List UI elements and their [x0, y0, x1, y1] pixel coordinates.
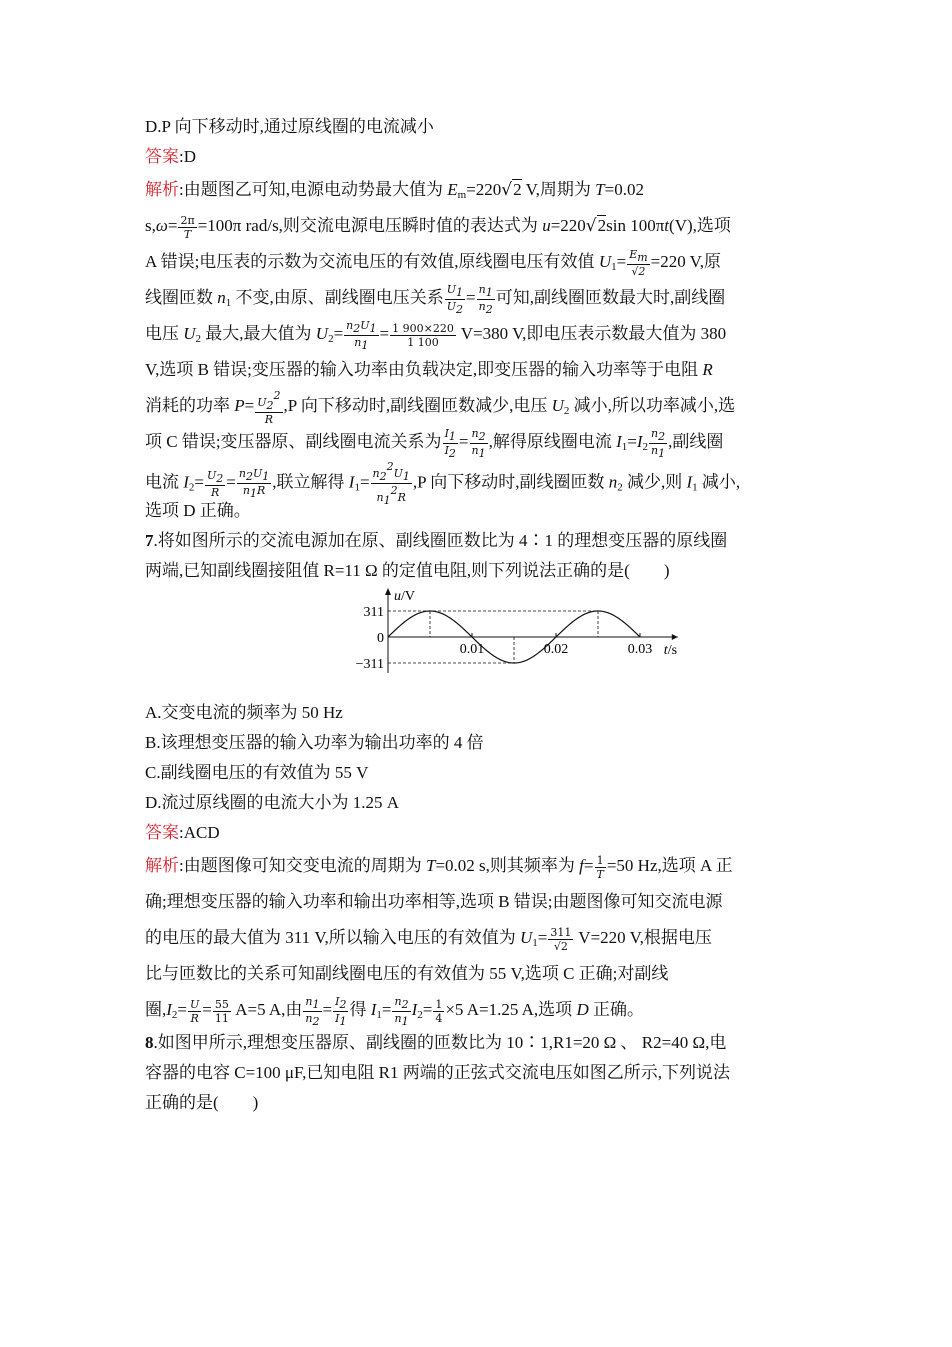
q8-stem-line-1: 8.如图甲所示,理想变压器原、副线圈的匝数比为 10∶1,R1=20 Ω 、 R2=40 Ω,电 [145, 1033, 727, 1052]
q7-stem-line-2: 两端,已知副线圈接阻值 R=11 Ω 的定值电阻,则下列说法正确的是( ) [145, 561, 670, 580]
document-page [145, 112, 815, 1118]
q7-option-d: D.流过原线圈的电流大小为 1.25 A [145, 793, 400, 812]
sine-wave-graph [145, 586, 815, 698]
q7-analysis-line-2: 确;理想变压器的输入功率和输出功率相等,选项 B 错误;由题图像可知交流电源 [145, 892, 723, 911]
x-axis-label: t/s [663, 643, 678, 658]
q8-stem-line-3: 正确的是( ) [145, 1093, 259, 1112]
q7-analysis-line-1: 解析:由题图像可知交变电流的周期为 T=0.02 s,则其频率为 f= $\frac{1}{T}$ =50 Hz,选项 A 正 [145, 853, 733, 881]
q7-analysis-line-3: 的电压的最大值为 311 V,所以输入电压的有效值为 $U_1=$ $\frac{311}{√2}$ V=220 V,根据电压 [145, 925, 712, 953]
answer-label: 答案 [145, 147, 179, 166]
analysis-label: 解析 [145, 180, 179, 199]
q7-analysis-line-5: 圈$,I_2=$ $\frac{U}{R}$ = $\frac{55}{11}$ A=5 A,由 $\frac{n_1}{n_2}$ = $\frac{I_2}{I_1}$ 得 $I_1=$ $\frac{n_2}{n_1}$ $I_2=$ $\frac{1}{4}$ ×5 A=1.25 A,选项 D 正确。 [145, 994, 644, 1028]
q6-analysis-line-3: A 错误;电压表的示数为交流电压的有效值,原线圈电压有效值 $U_1=$ $\frac{E_m}{√2}$ =220 V,原 [145, 248, 722, 279]
q7-option-b: B.该理想变压器的输入功率为输出功率的 4 倍 [145, 733, 484, 752]
x-tick-label-1: 0.01 [459, 642, 485, 657]
q7-analysis-line-4: 比与匝数比的关系可知副线圈电压的有效值为 55 V,选项 C 正确;对副线 [145, 964, 669, 983]
q6-analysis-line-6: V,选项 B 错误;变压器的输入功率由负载决定,即变压器的输入功率等于电阻 R [145, 360, 713, 379]
q6-analysis-line-4: 线圈匝数 $n_1$ 不变,由原、副线圈电压关系 $\frac{U_1}{U_2}$ = $\frac{n_1}{n_2}$ 可知,副线圈匝数最大时,副线圈 [145, 282, 726, 316]
q7-option-c: C.副线圈电压的有效值为 55 V [145, 763, 369, 782]
q6-answer-line [145, 142, 815, 172]
y-min-label: −311 [355, 657, 384, 672]
x-axis-arrow [672, 634, 678, 640]
q6-analysis-line-7: 消耗的功率 P= $\frac{U_2^2}{R}$ ,P 向下移动时,副线圈匝数减少,电压 $U_2$ 减小,所以功率减小,选 [145, 388, 736, 426]
y-zero-label: 0 [377, 631, 384, 646]
q6-analysis-line-10: 选项 D 正确。 [145, 501, 251, 520]
y-axis-arrow [385, 588, 391, 595]
q6-analysis-line-8: 项 C 错误;变压器原、副线圈电流关系为 $\frac{I_1}{I_2}$ = $\frac{n_2}{n_1}$ ,解得原线圈电流 $I_1=I_2$ $\frac{n_2}{n_1}$ ,副线圈 [145, 426, 724, 460]
q6-analysis-line-5: 电压 $U_2$ 最大,最大值为 $U_2=$ $\frac{n_2U_1}{n_1}$ = $\frac{1 900\times 220}{1 100}$ V=380 V,即电压表示数最大值为 380 [145, 318, 727, 352]
q6-analysis-line-1: 解析:由题图乙可知,电源电动势最大值为 $E_m=220√2$ V,周期为 T=0.02 [145, 180, 644, 201]
q8-number: 8 [145, 1033, 154, 1052]
q6-answer: :D [179, 147, 196, 166]
q6-option-d: D.P 向下移动时,通过原线圈的电流减小 [145, 117, 434, 136]
q6-analysis-line-9: 电流 $I_2=$ $\frac{U_2}{R}$ = $\frac{n_2U_1}{n_1R}$ ,联立解得 $I_1=$ $\frac{n_2^2U_1}{n_1^2R}$ ,P 向下移动时,副线圈匝数 $n_2$ 减少,则 $I_1$ 减小, [145, 460, 741, 507]
q7-voltage-graph [145, 586, 815, 698]
q7-number: 7 [145, 531, 154, 550]
q7-stem-line-1: 7.将如图所示的交流电源加在原、副线圈匝数比为 4∶1 的理想变压器的原线圈 [145, 531, 728, 550]
y-max-label: 311 [363, 605, 384, 620]
q7-answer: :ACD [179, 823, 220, 842]
q7-option-a: A.交变电流的频率为 50 Hz [145, 703, 343, 722]
q6-analysis-line-2: s,ω= $\frac{2\pi}{T}$ =100π rad/s,则交流电源电压瞬时值的表达式为 u=220√2sin 100πt(V),选项 [145, 213, 731, 241]
q8-stem-line-2: 容器的电容 C=100 μF,已知电阻 R1 两端的正弦式交流电压如图乙所示,下列说法 [145, 1063, 730, 1082]
x-tick-label-3: 0.03 [627, 642, 653, 657]
x-tick-label-2: 0.02 [543, 642, 569, 657]
y-axis-label: u/V [394, 589, 415, 604]
q7-answer-line: 答案:ACD [145, 823, 220, 842]
